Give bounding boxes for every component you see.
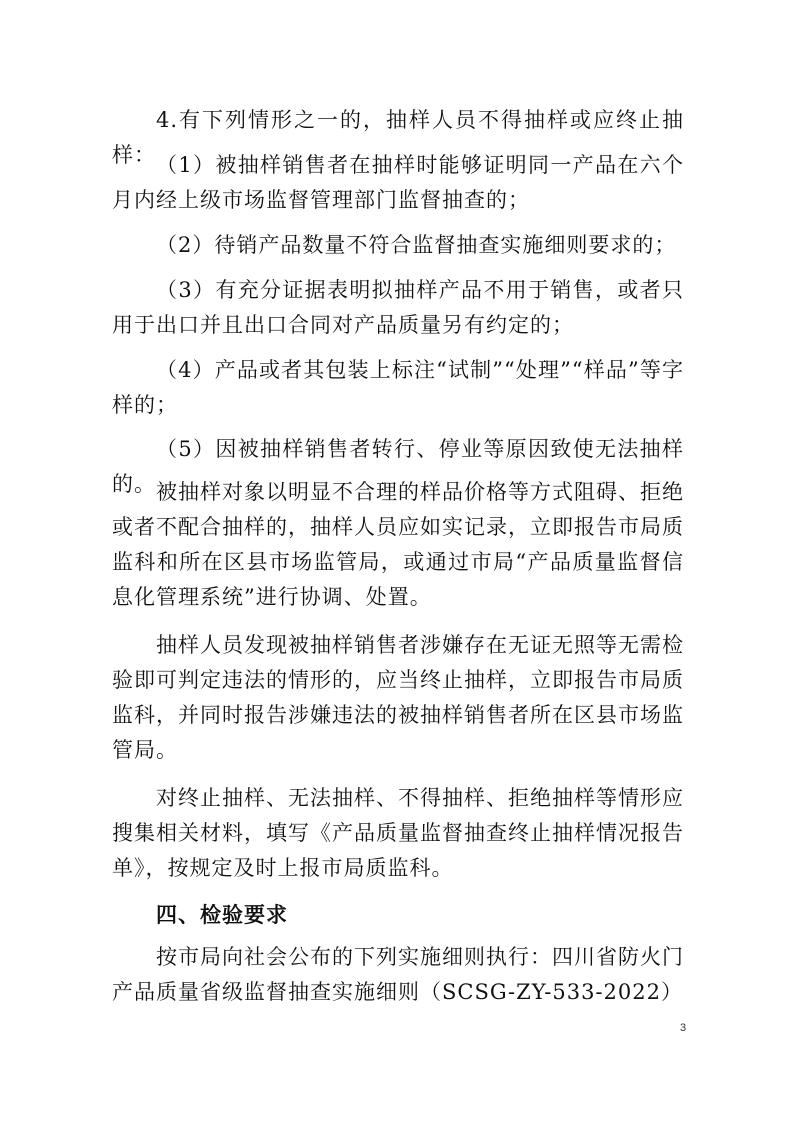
paragraph-item-4: 4.有下列情形之一的，抽样人员不得抽样或应终止抽样： bbox=[112, 108, 684, 167]
paragraph-case-1: （1）被抽样销售者在抽样时能够证明同一产品在六个月内经上级市场监督管理部门监督抽查的； bbox=[112, 153, 684, 212]
paragraph-report: 对终止抽样、无法抽样、不得抽样、拒绝抽样等情形应搜集相关材料，填写《产品质量监督抽查终止抽样情况报告单》，按规定及时上报市局质监科。 bbox=[112, 786, 684, 880]
paragraph-violation: 抽样人员发现被抽样销售者涉嫌存在无证无照等无需检验即可判定违法的情形的，应当终止抽样，立即报告市局质监科，并同时报告涉嫌违法的被抽样销售者所在区县市场监管局。 bbox=[112, 633, 684, 762]
page-number: 3 bbox=[680, 1022, 687, 1034]
paragraph-inspection-rules: 按市局向社会公布的下列实施细则执行：四川省防火门产品质量省级监督抽查实施细则（SCSG-ZY-533-2022） bbox=[112, 945, 684, 1004]
paragraph-case-2: （2）待销产品数量不符合监督抽查实施细则要求的； bbox=[156, 233, 677, 257]
paragraph-obstruction: 被抽样对象以明显不合理的样品价格等方式阻碍、拒绝或者不配合抽样的，抽样人员应如实记录，立即报告市局质监科和所在区县市场监管局，或通过市局“产品质量监督信息化管理系统”进行协调、处置。 bbox=[112, 480, 684, 609]
paragraph-case-3: （3）有充分证据表明拟抽样产品不用于销售，或者只用于出口并且出口合同对产品质量另有约定的； bbox=[112, 278, 684, 337]
paragraph-case-5: （5）因被抽样销售者转行、停业等原因致使无法抽样的。 bbox=[112, 437, 684, 496]
section-heading: 四、检验要求 bbox=[156, 903, 288, 927]
paragraph-case-4: （4）产品或者其包装上标注“试制”“处理”“样品”等字样的； bbox=[112, 358, 684, 417]
